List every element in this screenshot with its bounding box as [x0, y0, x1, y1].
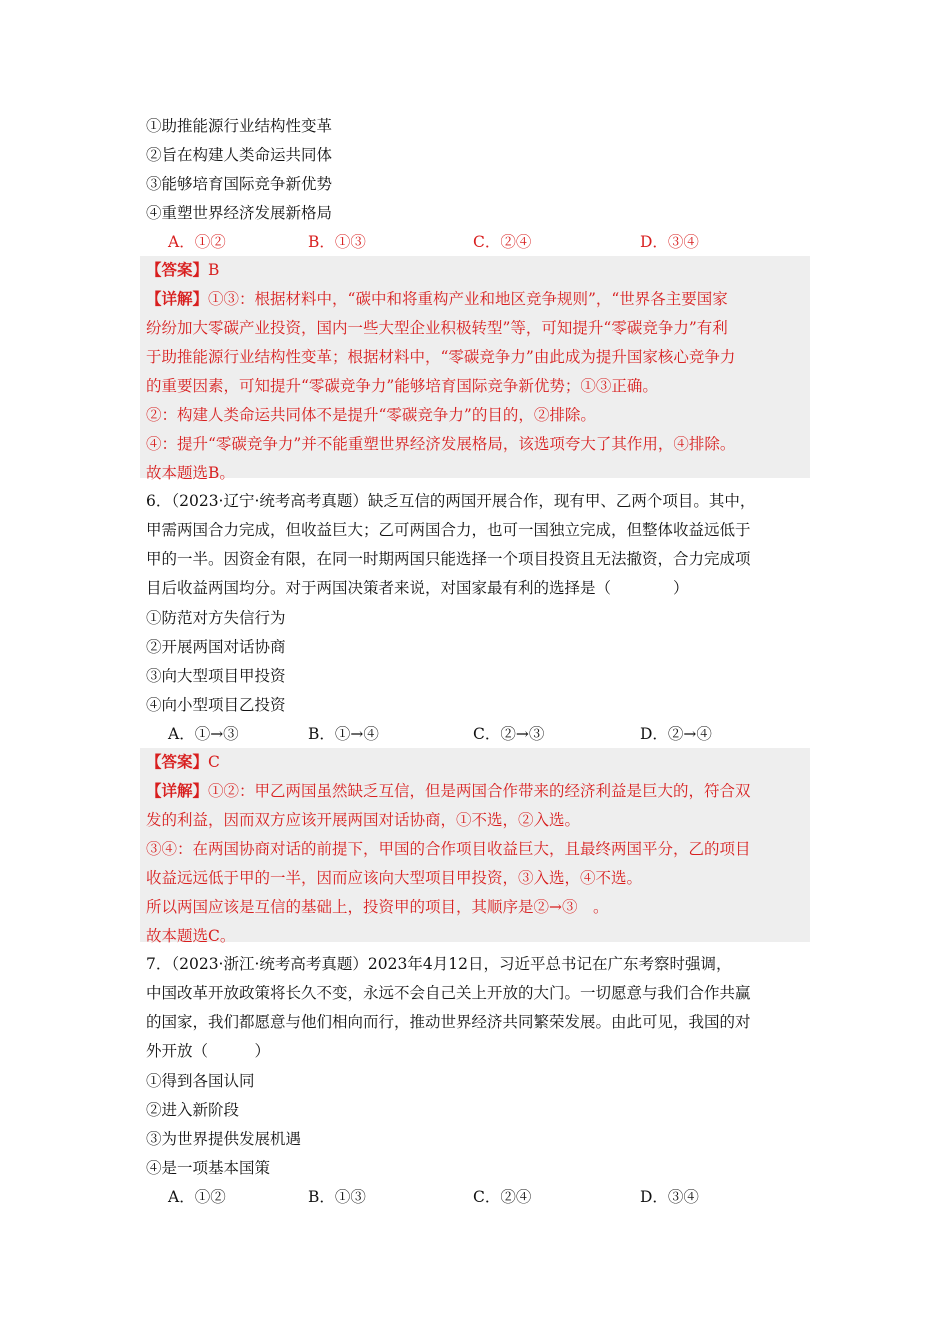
q7-option-c: C．②④: [473, 1188, 532, 1206]
q5-explain-7: 故本题选B。: [146, 464, 235, 482]
q5-explain-text-1: ①③：根据材料中，“碳中和将重构产业和地区竞争规则”，“世界各主要国家: [208, 290, 728, 308]
q6-item-2: ②开展两国对话协商: [146, 638, 286, 656]
q6-option-c: C．②→③: [473, 725, 545, 743]
q5-item-4: ④重塑世界经济发展新格局: [146, 204, 333, 222]
q6-answer-value: C: [208, 753, 220, 771]
q5-explain-4: 的重要因素，可知提升“零碳竞争力”能够培育国际竞争新优势；①③正确。: [146, 377, 658, 395]
q5-item-2: ②旨在构建人类命运共同体: [146, 146, 333, 164]
q5-explain-5: ②：构建人类命运共同体不是提升“零碳竞争力”的目的，②排除。: [146, 406, 596, 424]
q5-answer-tag: 【答案】: [146, 260, 209, 279]
q6-explain-text-1: ①②：甲乙两国虽然缺乏互信，但是两国合作带来的经济利益是巨大的，符合双: [208, 782, 751, 800]
q5-explain-2: 纷纷加大零碳产业投资，国内一些大型企业积极转型”等，可知提升“零碳竞争力”有利: [146, 319, 728, 337]
q7-option-a: A．①②: [168, 1188, 226, 1206]
q6-explain-4: 收益远远低于甲的一半，因而应该向大型项目甲投资，③入选，④不选。: [146, 869, 643, 887]
q5-item-1: ①助推能源行业结构性变革: [146, 117, 333, 135]
q5-option-c: C．②④: [473, 233, 532, 251]
q6-explain-3: ③④：在两国协商对话的前提下，甲国的合作项目收益巨大，且最终两国平分，乙的项目: [146, 840, 751, 858]
q6-item-4: ④向小型项目乙投资: [146, 696, 286, 714]
q7-item-2: ②进入新阶段: [146, 1101, 240, 1119]
q5-answer-value: B: [208, 261, 220, 279]
q7-item-3: ③为世界提供发展机遇: [146, 1130, 302, 1148]
q6-stem-4: 目后收益两国均分。对于两国决策者来说，对国家最有利的选择是（ ）: [146, 579, 689, 597]
q6-option-a: A．①→③: [168, 725, 239, 743]
q6-stem-2: 甲需两国合力完成，但收益巨大；乙可两国合力，也可一国独立完成，但整体收益远低于: [146, 521, 751, 539]
q5-option-d: D．③④: [640, 233, 699, 251]
q5-explain-3: 于助推能源行业结构性变革；根据材料中，“零碳竞争力”由此成为提升国家核心竞争力: [146, 348, 736, 366]
q5-answer: [146, 258, 219, 282]
q5-explain-1: [146, 287, 728, 311]
q6-explain-2: 发的利益，因而双方应该开展两国对话协商，①不选，②入选。: [146, 811, 581, 829]
q7-stem-3: 的国家，我们都愿意与他们相向而行，推动世界经济共同繁荣发展。由此可见，我国的对: [146, 1013, 751, 1031]
q5-item-3: ③能够培育国际竞争新优势: [146, 175, 333, 193]
q6-item-1: ①防范对方失信行为: [146, 609, 286, 627]
q7-stem-4: 外开放（ ）: [146, 1042, 271, 1060]
q6-stem-1: 6．（2023·辽宁·统考高考真题）缺乏互信的两国开展合作，现有甲、乙两个项目。其中，: [146, 492, 756, 510]
q5-option-a: A．①②: [168, 233, 226, 251]
q5-option-b: B．①③: [308, 233, 366, 251]
q6-item-3: ③向大型项目甲投资: [146, 667, 286, 685]
q7-item-1: ①得到各国认同: [146, 1072, 255, 1090]
q6-option-d: D．②→④: [640, 725, 712, 743]
q7-option-d: D．③④: [640, 1188, 699, 1206]
q6-explain-1: [146, 779, 751, 803]
q7-option-b: B．①③: [308, 1188, 366, 1206]
q6-stem-3: 甲的一半。因资金有限，在同一时期两国只能选择一个项目投资且无法撤资，合力完成项: [146, 550, 751, 568]
q7-item-4: ④是一项基本国策: [146, 1159, 271, 1177]
q5-detail-tag: 【详解】: [146, 289, 209, 308]
q5-explain-6: ④：提升“零碳竞争力”并不能重塑世界经济发展格局，该选项夸大了其作用，④排除。: [146, 435, 736, 453]
q6-option-b: B．①→④: [308, 725, 379, 743]
q6-explain-6: 故本题选C。: [146, 927, 236, 945]
q7-stem-1: 7．（2023·浙江·统考高考真题）2023年4月12日，习近平总书记在广东考察时强调，: [146, 955, 732, 973]
q7-stem-2: 中国改革开放政策将长久不变，永远不会自己关上开放的大门。一切愿意与我们合作共赢: [146, 984, 751, 1002]
q6-explain-5: 所以两国应该是互信的基础上，投资甲的项目，其顺序是②→③ 。: [146, 898, 609, 916]
q6-detail-tag: 【详解】: [146, 781, 209, 800]
q6-answer-tag: 【答案】: [146, 752, 209, 771]
q6-answer: [146, 750, 220, 774]
